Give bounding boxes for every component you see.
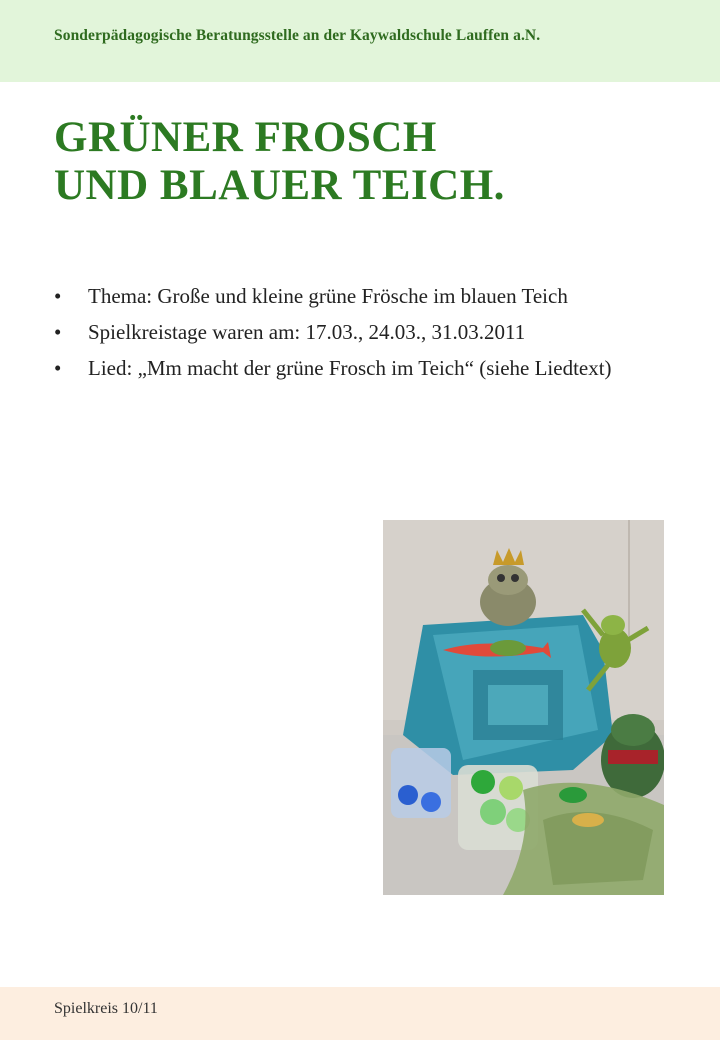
- bullet-item-dates: [54, 318, 674, 347]
- title-line-2: UND BLAUER TEICH.: [54, 162, 505, 209]
- page-title: [54, 114, 505, 210]
- bullet-text: Lied: „Mm macht der grüne Frosch im Teich“ (siehe Liedtext): [88, 356, 612, 380]
- frog-pond-photo: [383, 520, 664, 895]
- footer-text: Spielkreis 10/11: [54, 1000, 158, 1017]
- bullet-list: [54, 282, 674, 390]
- bullet-icon: •: [54, 284, 62, 308]
- bullet-text: Spielkreistage waren am: 17.03., 24.03., 31.03.2011: [88, 320, 526, 344]
- footer-bar: [0, 987, 720, 1040]
- header-text: Sonderpädagogische Beratungsstelle an der Kaywaldschule Lauffen a.N.: [54, 27, 541, 44]
- bullet-icon: •: [54, 320, 62, 344]
- bullet-text: Thema: Große und kleine grüne Frösche im blauen Teich: [88, 284, 568, 308]
- title-line-1: GRÜNER FROSCH: [54, 114, 437, 161]
- bullet-item-song: [54, 354, 674, 383]
- bullet-icon: •: [54, 356, 62, 380]
- header-bar: [0, 0, 720, 82]
- bullet-item-theme: [54, 282, 674, 311]
